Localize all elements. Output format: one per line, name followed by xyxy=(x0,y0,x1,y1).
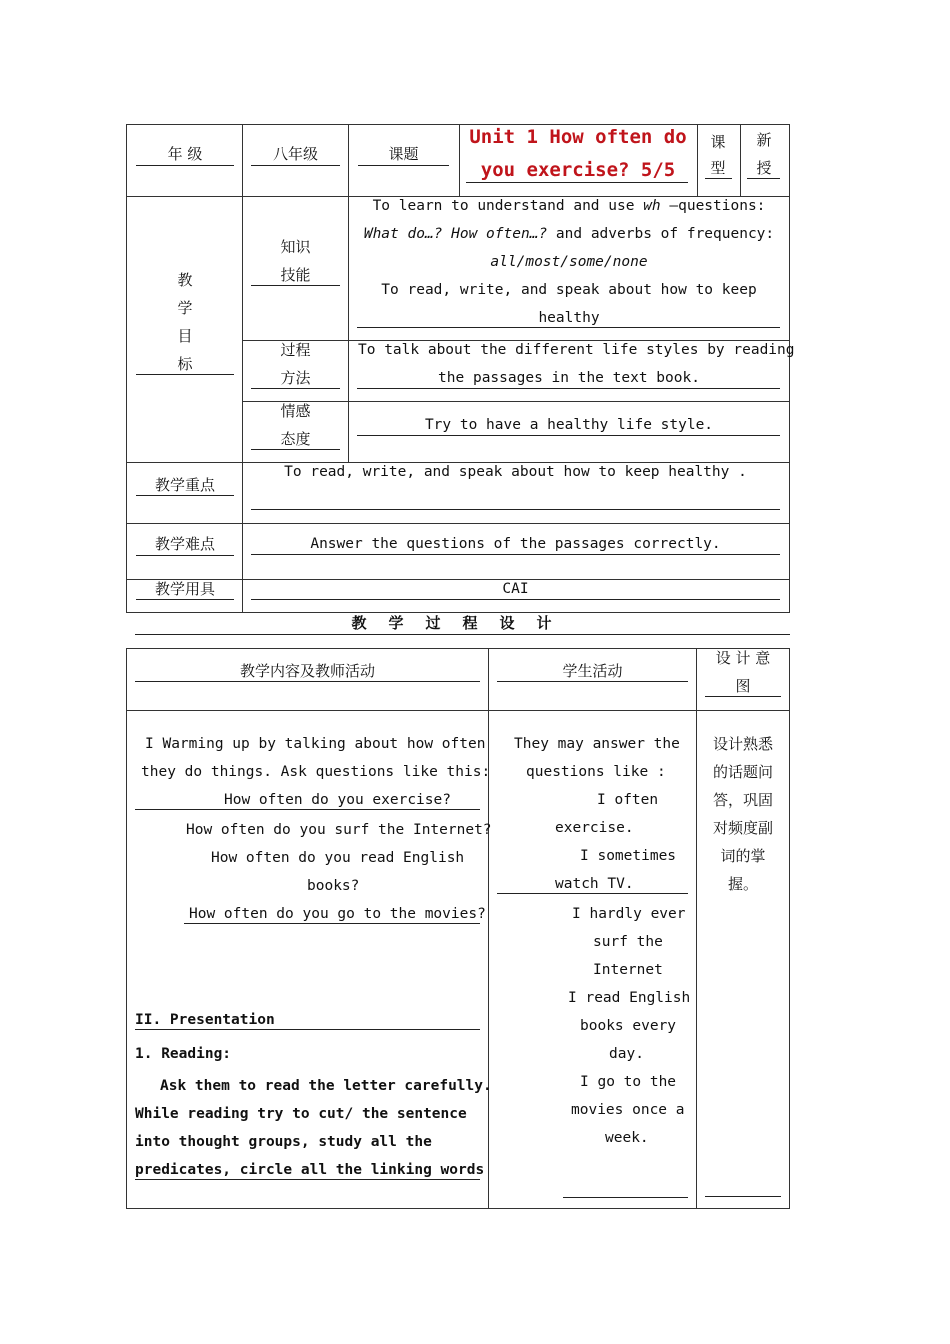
student-text-line: week. xyxy=(605,1130,649,1146)
teacher-text-line: books? xyxy=(307,878,360,894)
objectives-label-char: 教 xyxy=(177,271,193,289)
lesson-type-label-1: 课 xyxy=(710,133,726,151)
reading-text-line: into thought groups, study all the xyxy=(135,1134,432,1150)
teacher-text-line: How often do you exercise? xyxy=(224,792,451,808)
process-label-1: 过程 xyxy=(280,341,311,359)
student-text-line: day. xyxy=(609,1046,644,1062)
teacher-activity-header: 教学内容及教师活动 xyxy=(239,662,375,680)
lesson-type-label-2: 型 xyxy=(710,159,726,177)
key-points-label: 教学重点 xyxy=(154,476,215,494)
student-text-line: books every xyxy=(580,1018,677,1034)
student-text-line: Internet xyxy=(593,962,663,978)
design-text-line: 答，巩固 xyxy=(712,791,773,809)
difficulty-label: 教学难点 xyxy=(154,535,215,553)
teacher-text-line: How often do you surf the Internet? xyxy=(186,822,492,838)
knowledge-text-line1: To learn to understand and use wh –questions: xyxy=(372,198,766,214)
teacher-text-line: they do things. Ask questions like this: xyxy=(141,764,491,780)
reading-text-line: predicates, circle all the linking words xyxy=(135,1162,485,1178)
design-text-line: 词的掌 xyxy=(720,847,766,865)
knowledge-text-line4: To read, write, and speak about how to keep xyxy=(381,282,757,298)
student-activity-header: 学生活动 xyxy=(562,662,623,680)
teacher-text-line: How often do you read English xyxy=(211,850,465,866)
design-intent-header-2: 图 xyxy=(735,677,751,695)
student-text-line: exercise. xyxy=(555,820,634,836)
tools-label: 教学用具 xyxy=(154,580,215,598)
difficulty-text: Answer the questions of the passages correctly. xyxy=(310,536,721,552)
lesson-type-value-2: 授 xyxy=(756,159,772,177)
student-text-line: I hardly ever xyxy=(572,906,686,922)
knowledge-text-line5: healthy xyxy=(538,310,600,326)
topic-title-line2: you exercise? 5/5 xyxy=(480,159,676,181)
teacher-text-line: I Warming up by talking about how often xyxy=(145,736,486,752)
design-intent-header-1: 设 计 意 xyxy=(715,649,771,667)
student-text-line: I read English xyxy=(568,990,691,1006)
tools-text: CAI xyxy=(502,581,529,597)
design-text-line: 握。 xyxy=(727,875,758,893)
reading-heading: 1. Reading: xyxy=(135,1046,232,1062)
student-text-line: surf the xyxy=(593,934,663,950)
reading-text-line: While reading try to cut/ the sentence xyxy=(135,1106,467,1122)
teacher-text-line: How often do you go to the movies? xyxy=(189,906,486,922)
key-points-text: To read, write, and speak about how to keep healthy . xyxy=(284,464,747,480)
student-text-line: I often xyxy=(597,792,659,808)
grade-label: 年 级 xyxy=(167,145,203,163)
objectives-label-char: 目 xyxy=(177,327,193,345)
student-text-line: questions like : xyxy=(526,764,666,780)
lesson-type-value-1: 新 xyxy=(756,131,772,149)
emotion-label-2: 态度 xyxy=(280,430,311,448)
design-text-line: 的话题问 xyxy=(712,763,773,781)
knowledge-text-line3: all/most/some/none xyxy=(490,254,648,270)
knowledge-text-line2: What do…? How often…? and adverbs of frequency: xyxy=(363,226,775,242)
emotion-text: Try to have a healthy life style. xyxy=(424,417,714,433)
student-text-line: They may answer the xyxy=(514,736,680,752)
emotion-label-1: 情感 xyxy=(280,402,311,420)
reading-text-line: Ask them to read the letter carefully. xyxy=(160,1078,492,1094)
topic-label: 课题 xyxy=(388,145,419,163)
process-design-title: 教学过程设计 xyxy=(351,614,574,632)
student-text-line: I go to the xyxy=(580,1074,677,1090)
student-text-line: movies once a xyxy=(571,1102,685,1118)
student-text-line: watch TV. xyxy=(555,876,634,892)
objectives-label-char: 学 xyxy=(177,299,193,317)
process-text-line2: the passages in the text book. xyxy=(438,370,700,386)
objectives-label-char: 标 xyxy=(177,355,193,373)
process-label-2: 方法 xyxy=(280,369,311,387)
design-text-line: 对频度副 xyxy=(712,819,773,837)
presentation-heading: II. Presentation xyxy=(135,1012,275,1028)
topic-title-line1: Unit 1 How often do xyxy=(469,126,687,148)
student-text-line: I sometimes xyxy=(580,848,677,864)
knowledge-label-2: 技能 xyxy=(280,266,311,284)
design-text-line: 设计熟悉 xyxy=(712,735,773,753)
process-text-line1: To talk about the different life styles by reading xyxy=(358,342,795,358)
grade-value: 八年级 xyxy=(272,145,318,163)
knowledge-label-1: 知识 xyxy=(280,238,311,256)
